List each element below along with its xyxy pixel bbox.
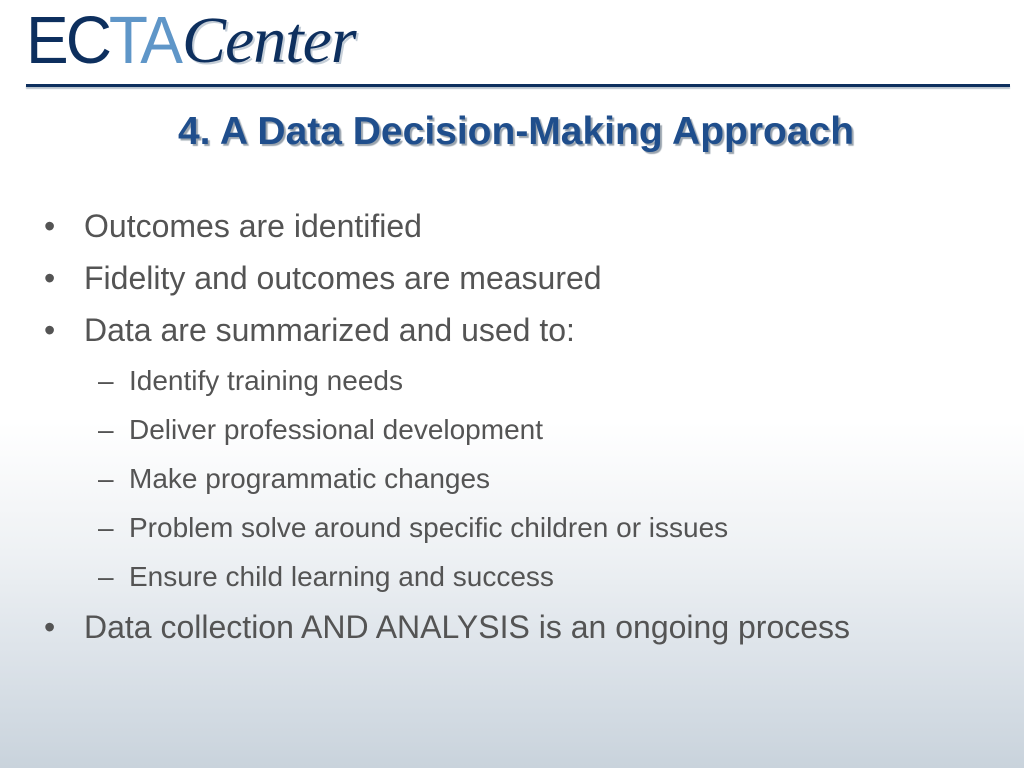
bullet-item: [44, 200, 1004, 252]
logo-ec-text: EC: [26, 2, 109, 78]
dash-icon: –: [98, 463, 114, 494]
dash-icon: –: [98, 414, 114, 445]
ecta-center-logo: [26, 2, 356, 78]
bullet-text: Data collection AND ANALYSIS is an ongoing process: [84, 609, 851, 645]
sub-bullet-item: [44, 454, 1004, 503]
bullet-text: Fidelity and outcomes are measured: [84, 260, 602, 296]
dash-icon: –: [98, 365, 114, 396]
bullet-item: [44, 304, 1004, 356]
bullet-icon: •: [44, 260, 56, 296]
sub-bullet-item: [44, 552, 1004, 601]
slide-title: 4. A Data Decision-Making Approach: [177, 110, 855, 153]
sub-bullet-text: Deliver professional development: [129, 414, 543, 445]
bullet-item: [44, 252, 1004, 304]
bullet-text: Outcomes are identified: [84, 208, 422, 244]
bullet-icon: •: [44, 609, 56, 645]
sub-bullet-item: [44, 405, 1004, 454]
bullet-item: [44, 601, 1004, 653]
slide-body: [44, 200, 1004, 653]
header-divider: [26, 84, 1010, 87]
sub-bullet-item: [44, 356, 1004, 405]
sub-bullet-text: Ensure child learning and success: [129, 561, 554, 592]
sub-bullet-item: [44, 503, 1004, 552]
dash-icon: –: [98, 561, 114, 592]
logo-center-text: Center: [181, 4, 356, 77]
dash-icon: –: [98, 512, 114, 543]
sub-bullet-text: Make programmatic changes: [129, 463, 491, 494]
bullet-icon: •: [44, 208, 56, 244]
sub-bullet-text: Problem solve around specific children or issues: [129, 512, 729, 543]
bullet-icon: •: [44, 312, 56, 348]
logo-ta-text: TA: [108, 2, 180, 78]
sub-bullet-text: Identify training needs: [129, 365, 403, 396]
bullet-text: Data are summarized and used to:: [84, 312, 575, 348]
